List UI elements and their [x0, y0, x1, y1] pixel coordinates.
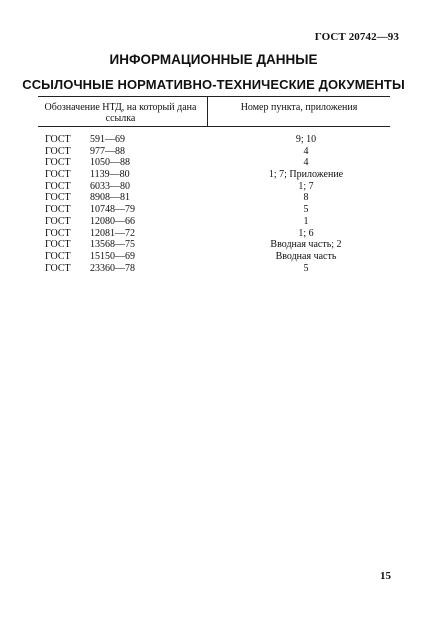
standard-prefix: ГОСТ [45, 250, 71, 262]
standard-number: 1050—88 [90, 157, 130, 169]
clause-reference: 1 [303, 215, 309, 227]
clause-reference: 1; 6 [298, 227, 314, 239]
column-header-clause: Номер пункта, приложения [240, 102, 358, 113]
clause-reference: Вводная часть; 2 [270, 239, 342, 251]
table-header-rule [38, 126, 390, 127]
table-body [38, 134, 390, 274]
standard-number: 6033—80 [90, 180, 130, 192]
table-row [38, 228, 390, 240]
standard-number: 977—88 [90, 145, 125, 157]
table-row [38, 134, 390, 146]
clause-reference: 5 [303, 204, 309, 216]
clause-reference: 1; 7 [298, 180, 314, 192]
table-row [38, 216, 390, 228]
table-row [38, 169, 390, 181]
clause-reference: 4 [303, 157, 309, 169]
standard-prefix: ГОСТ [45, 239, 71, 251]
standard-prefix: ГОСТ [45, 157, 71, 169]
table-row [38, 181, 390, 193]
standard-prefix: ГОСТ [45, 134, 71, 145]
standard-prefix: ГОСТ [45, 169, 71, 181]
clause-reference: 9; 10 [295, 134, 317, 145]
standard-prefix: ГОСТ [45, 262, 71, 274]
clause-reference: 1; 7; Приложение [268, 169, 344, 181]
standard-prefix: ГОСТ [45, 145, 71, 157]
page-number: 15 [380, 570, 391, 582]
standard-prefix: ГОСТ [45, 215, 71, 227]
clause-reference: 5 [303, 262, 309, 274]
section-subtitle: ССЫЛОЧНЫЕ НОРМАТИВНО-ТЕХНИЧЕСКИЕ ДОКУМЕНТЫ [22, 77, 405, 92]
standard-number: 15150—69 [90, 250, 135, 262]
table-row [38, 263, 390, 275]
standard-prefix: ГОСТ [45, 204, 71, 216]
section-title: ИНФОРМАЦИОННЫЕ ДАННЫЕ [109, 52, 318, 67]
standard-number: 591—69 [90, 134, 125, 145]
clause-reference: Вводная часть [275, 250, 337, 262]
standard-number: 12081—72 [90, 227, 135, 239]
table-row [38, 146, 390, 158]
table-header [38, 97, 390, 126]
standard-prefix: ГОСТ [45, 227, 71, 239]
table-row [38, 192, 390, 204]
reference-documents-table [38, 96, 390, 274]
standard-number: 13568—75 [90, 239, 135, 251]
standard-number: 23360—78 [90, 262, 135, 274]
table-row [38, 239, 390, 251]
standard-prefix: ГОСТ [45, 192, 71, 204]
standard-number: 10748—79 [90, 204, 135, 216]
clause-reference: 4 [303, 145, 309, 157]
table-row [38, 204, 390, 216]
table-row [38, 251, 390, 263]
standard-number: 1139—80 [90, 169, 130, 181]
standard-prefix: ГОСТ [45, 180, 71, 192]
document-code: ГОСТ 20742—93 [314, 31, 399, 43]
table-row [38, 157, 390, 169]
column-header-document: Обозначение НТД, на который дана ссылка [44, 102, 197, 124]
standard-number: 12080—66 [90, 215, 135, 227]
clause-reference: 8 [303, 192, 309, 204]
standard-number: 8908—81 [90, 192, 130, 204]
